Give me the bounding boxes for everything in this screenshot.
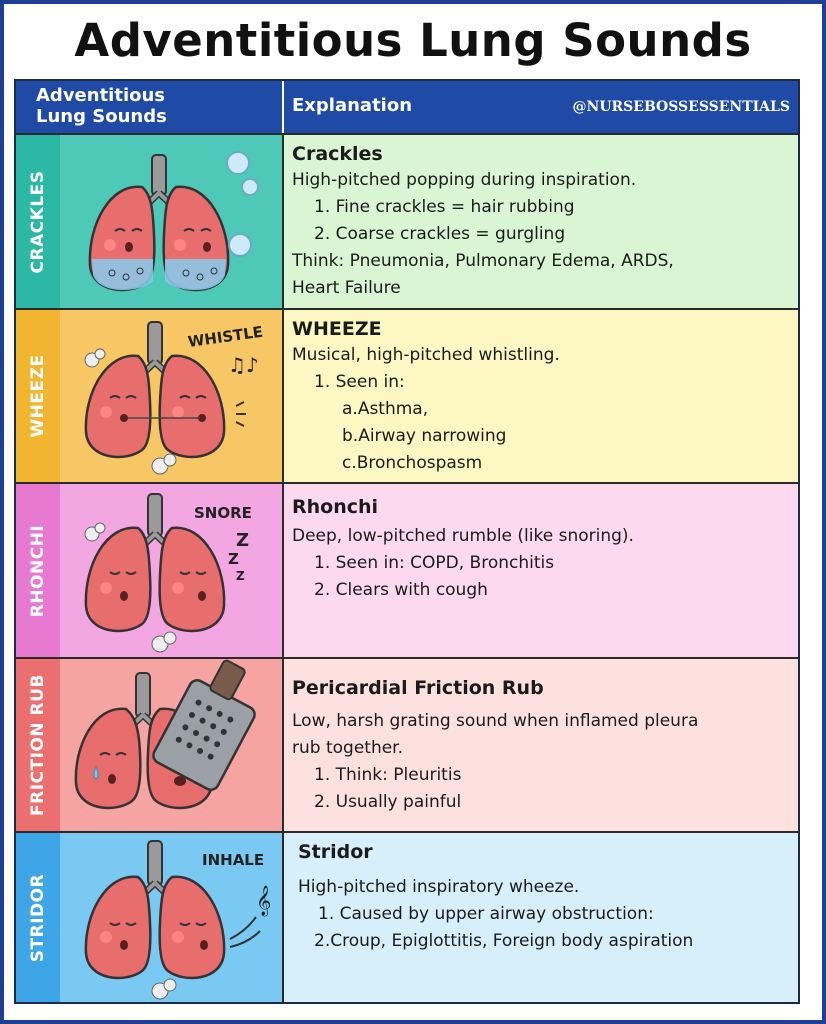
wheeze-illustration bbox=[60, 310, 284, 482]
zzz-icon-3: Z bbox=[236, 569, 245, 583]
friction-rub-illustration bbox=[60, 659, 284, 831]
row-rhonchi bbox=[16, 482, 798, 657]
wheeze-heading: WHEEZE bbox=[292, 318, 382, 340]
crackles-lungs-icon bbox=[60, 135, 282, 308]
table-header bbox=[16, 81, 798, 133]
stridor-line-1: High-pitched inspiratory wheeze. bbox=[298, 877, 580, 897]
row-label-stridor: STRIDOR bbox=[16, 833, 60, 1002]
rhonchi-line-3: 2. Clears with cough bbox=[314, 580, 488, 600]
zzz-icon: Z bbox=[236, 530, 250, 551]
row-label-wheeze: WHEEZE bbox=[16, 310, 60, 482]
header-col-sounds bbox=[16, 81, 284, 133]
friction-rub-line-3: 1. Think: Pleuritis bbox=[314, 765, 462, 785]
row-label-crackles: CRACKLES bbox=[16, 135, 60, 308]
header-col-explanation: Explanation bbox=[292, 95, 413, 116]
row-text-wheeze bbox=[292, 310, 792, 482]
wheeze-line-4: b.Airway narrowing bbox=[342, 426, 507, 446]
stridor-lungs-icon bbox=[60, 833, 282, 1002]
crackles-line-2: 1. Fine crackles = hair rubbing bbox=[314, 197, 575, 217]
wheeze-line-5: c.Bronchospasm bbox=[342, 453, 483, 473]
lung-sounds-table bbox=[14, 79, 800, 1004]
crackles-line-1: High-pitched popping during inspiration. bbox=[292, 170, 637, 190]
stridor-line-3: 2.Croup, Epiglottitis, Foreign body aspiration bbox=[314, 931, 694, 951]
header-handle: @NURSEBOSSESSENTIALS bbox=[572, 99, 790, 115]
rhonchi-line-1: Deep, low-pitched rumble (like snoring). bbox=[292, 526, 634, 546]
friction-rub-lungs-icon bbox=[60, 659, 282, 831]
wheeze-line-2: 1. Seen in: bbox=[314, 372, 405, 392]
treble-clef-icon: 𝄞 bbox=[256, 886, 272, 916]
rhonchi-illustration bbox=[60, 484, 284, 657]
page-title: Adventitious Lung Sounds bbox=[74, 14, 752, 67]
row-text-crackles bbox=[292, 135, 792, 308]
crackles-line-3: 2. Coarse crackles = gurgling bbox=[314, 224, 566, 244]
wheeze-caption: WHISTLE bbox=[186, 322, 265, 351]
music-notes-icon: ♫♪ bbox=[228, 353, 259, 377]
header-col1-line2: Lung Sounds bbox=[36, 106, 167, 127]
wheeze-line-3: a.Asthma, bbox=[342, 399, 429, 419]
stridor-illustration bbox=[60, 833, 284, 1002]
zzz-icon-2: Z bbox=[228, 550, 239, 568]
row-label-rhonchi: RHONCHI bbox=[16, 484, 60, 657]
wheeze-lungs-icon bbox=[60, 310, 282, 482]
wheeze-line-1: Musical, high-pitched whistling. bbox=[292, 345, 560, 365]
row-friction-rub bbox=[16, 657, 798, 831]
crackles-line-4: Think: Pneumonia, Pulmonary Edema, ARDS, bbox=[292, 251, 674, 271]
stridor-line-2: 1. Caused by upper airway obstruction: bbox=[318, 904, 654, 924]
row-wheeze bbox=[16, 308, 798, 482]
row-text-stridor bbox=[292, 833, 792, 1002]
crackles-line-5: Heart Failure bbox=[292, 278, 401, 298]
crackles-heading: Crackles bbox=[292, 143, 383, 165]
stridor-heading: Stridor bbox=[298, 841, 373, 863]
row-text-rhonchi bbox=[292, 484, 792, 657]
friction-rub-line-1: Low, harsh grating sound when inflamed pleura bbox=[292, 711, 699, 731]
rhonchi-caption: SNORE bbox=[194, 504, 252, 522]
crackles-illustration bbox=[60, 135, 284, 308]
row-crackles bbox=[16, 133, 798, 308]
row-text-friction-rub bbox=[292, 659, 792, 831]
header-col1-line1: Adventitious bbox=[36, 85, 166, 106]
friction-rub-line-2: rub together. bbox=[292, 738, 404, 758]
rhonchi-heading: Rhonchi bbox=[292, 496, 379, 518]
friction-rub-line-4: 2. Usually painful bbox=[314, 792, 462, 812]
row-label-friction-rub: FRICTION RUB bbox=[16, 659, 60, 831]
stridor-caption: INHALE bbox=[202, 851, 265, 869]
row-stridor bbox=[16, 831, 798, 1002]
rhonchi-lungs-icon bbox=[60, 484, 282, 657]
rhonchi-line-2: 1. Seen in: COPD, Bronchitis bbox=[314, 553, 555, 573]
friction-rub-heading: Pericardial Friction Rub bbox=[292, 677, 544, 699]
